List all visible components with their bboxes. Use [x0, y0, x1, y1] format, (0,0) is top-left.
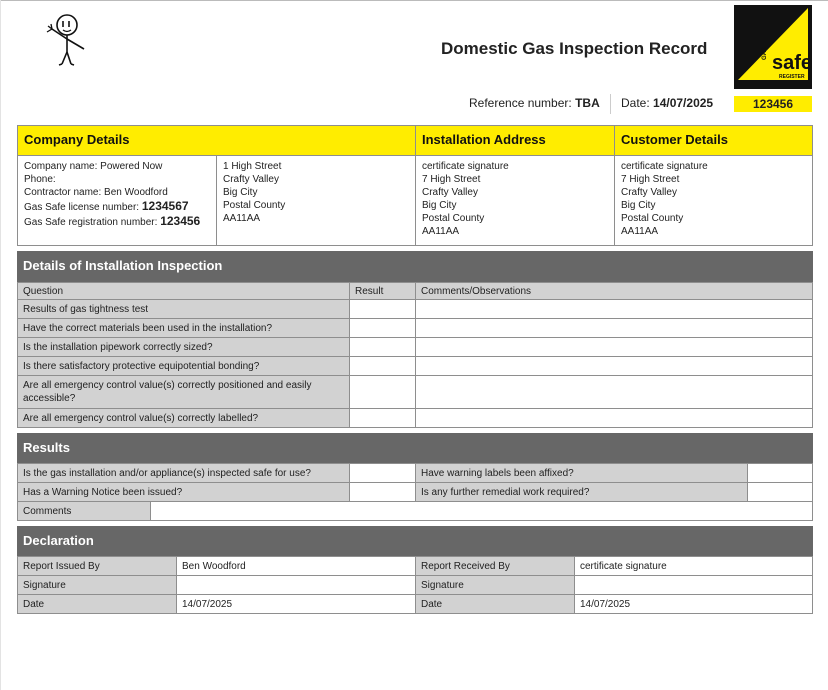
customer-details-heading: Customer Details [614, 125, 813, 156]
inspection-question: Is there satisfactory protective equipotential bonding? [17, 356, 350, 376]
receiver-date-label: Date [415, 594, 575, 614]
issuer-date-value[interactable]: 14/07/2025 [176, 594, 416, 614]
results-notice-answer-field[interactable] [349, 482, 416, 502]
customer-details-line: Big City [621, 200, 656, 211]
report-issued-by-label: Report Issued By [17, 556, 177, 576]
customer-details-line: Crafty Valley [621, 187, 677, 198]
inspection-comment-field[interactable] [415, 408, 813, 428]
gas-safe-logo [734, 5, 812, 89]
receiver-signature-label: Signature [415, 575, 575, 595]
company-phone-line: Phone: [24, 174, 56, 185]
inspection-comment-field[interactable] [415, 356, 813, 376]
results-question-safe: Is the gas installation and/or appliance(s) inspected safe for use? [17, 463, 350, 483]
license-number-line: Gas Safe license number: 1234567 [24, 199, 189, 213]
comments-label: Comments [17, 501, 151, 521]
declaration-heading: Declaration [17, 526, 813, 556]
installation-address-line: certificate signature [422, 161, 509, 172]
customer-details-cell [614, 155, 813, 246]
installation-address-line: AA11AA [422, 226, 460, 237]
company-name-line: Company name: Powered Now [24, 161, 163, 172]
customer-details-line: 7 High Street [621, 174, 680, 185]
reference-value: TBA [575, 96, 600, 110]
reference-number [469, 96, 600, 110]
installation-address-line: 7 High Street [422, 174, 481, 185]
installation-address-line: Crafty Valley [422, 187, 478, 198]
results-question-notice: Has a Warning Notice been issued? [17, 482, 350, 502]
inspection-question: Are all emergency control value(s) correctly labelled? [17, 408, 350, 428]
company-address-line: Postal County [223, 200, 286, 211]
inspection-question: Are all emergency control value(s) correctly positioned and easily accessible? [17, 375, 350, 409]
svg-text:GAS: GAS [762, 46, 768, 60]
result-column-header: Result [349, 282, 416, 300]
company-address-line: Big City [223, 187, 258, 198]
inspection-comment-field[interactable] [415, 299, 813, 319]
results-labels-answer-field[interactable] [747, 463, 813, 483]
company-address-line: Crafty Valley [223, 174, 279, 185]
company-details-heading: Company Details [17, 125, 416, 156]
page-top-border [0, 0, 828, 1]
inspection-comment-field[interactable] [415, 375, 813, 409]
question-column-header: Question [17, 282, 350, 300]
customer-details-line: Postal County [621, 213, 684, 224]
report-received-by-label: Report Received By [415, 556, 575, 576]
inspection-comment-field[interactable] [415, 318, 813, 338]
inspection-result-field[interactable] [349, 318, 416, 338]
results-question-remedial: Is any further remedial work required? [415, 482, 748, 502]
reference-label: Reference number: [469, 96, 572, 110]
registration-number-line: Gas Safe registration number: 123456 [24, 214, 201, 228]
inspection-question: Have the correct materials been used in the installation? [17, 318, 350, 338]
issuer-signature-label: Signature [17, 575, 177, 595]
registration-badge: 123456 [734, 96, 812, 112]
contractor-name-line: Contractor name: Ben Woodford [24, 187, 168, 198]
company-address-line: AA11AA [223, 213, 261, 224]
report-issued-by-value[interactable]: Ben Woodford [176, 556, 416, 576]
installation-address-line: Postal County [422, 213, 485, 224]
results-remedial-answer-field[interactable] [747, 482, 813, 502]
receiver-date-value[interactable]: 14/07/2025 [574, 594, 813, 614]
gas-safe-triangle-icon [734, 5, 812, 89]
comments-column-header: Comments/Observations [415, 282, 813, 300]
header-date [621, 96, 713, 110]
results-question-labels: Have warning labels been affixed? [415, 463, 748, 483]
installation-address-heading: Installation Address [415, 125, 615, 156]
inspection-question: Is the installation pipework correctly sized? [17, 337, 350, 357]
inspection-result-field[interactable] [349, 356, 416, 376]
installation-address-cell [415, 155, 615, 246]
results-heading: Results [17, 433, 813, 463]
issuer-date-label: Date [17, 594, 177, 614]
page-left-border [0, 0, 1, 690]
date-label: Date: [621, 96, 650, 110]
svg-text:REGISTER: REGISTER [779, 74, 805, 80]
date-value: 14/07/2025 [653, 96, 714, 110]
company-info-cell [17, 155, 217, 246]
inspection-result-field[interactable] [349, 375, 416, 409]
report-received-by-value[interactable]: certificate signature [574, 556, 813, 576]
comments-field[interactable] [150, 501, 813, 521]
company-address-line: 1 High Street [223, 161, 282, 172]
inspection-result-field[interactable] [349, 408, 416, 428]
receiver-signature-field[interactable] [574, 575, 813, 595]
inspection-heading: Details of Installation Inspection [17, 251, 813, 282]
results-safe-answer-field[interactable] [349, 463, 416, 483]
inspection-result-field[interactable] [349, 299, 416, 319]
customer-details-line: AA11AA [621, 226, 659, 237]
installation-address-line: Big City [422, 200, 457, 211]
header-divider [610, 94, 611, 114]
stick-figure-mascot-icon [38, 12, 88, 68]
company-address-cell [216, 155, 416, 246]
inspection-result-field[interactable] [349, 337, 416, 357]
issuer-signature-field[interactable] [176, 575, 416, 595]
document-title: Domestic Gas Inspection Record [441, 39, 708, 58]
inspection-question: Results of gas tightness test [17, 299, 350, 319]
svg-text:safe: safe [772, 52, 812, 74]
inspection-comment-field[interactable] [415, 337, 813, 357]
customer-details-line: certificate signature [621, 161, 708, 172]
